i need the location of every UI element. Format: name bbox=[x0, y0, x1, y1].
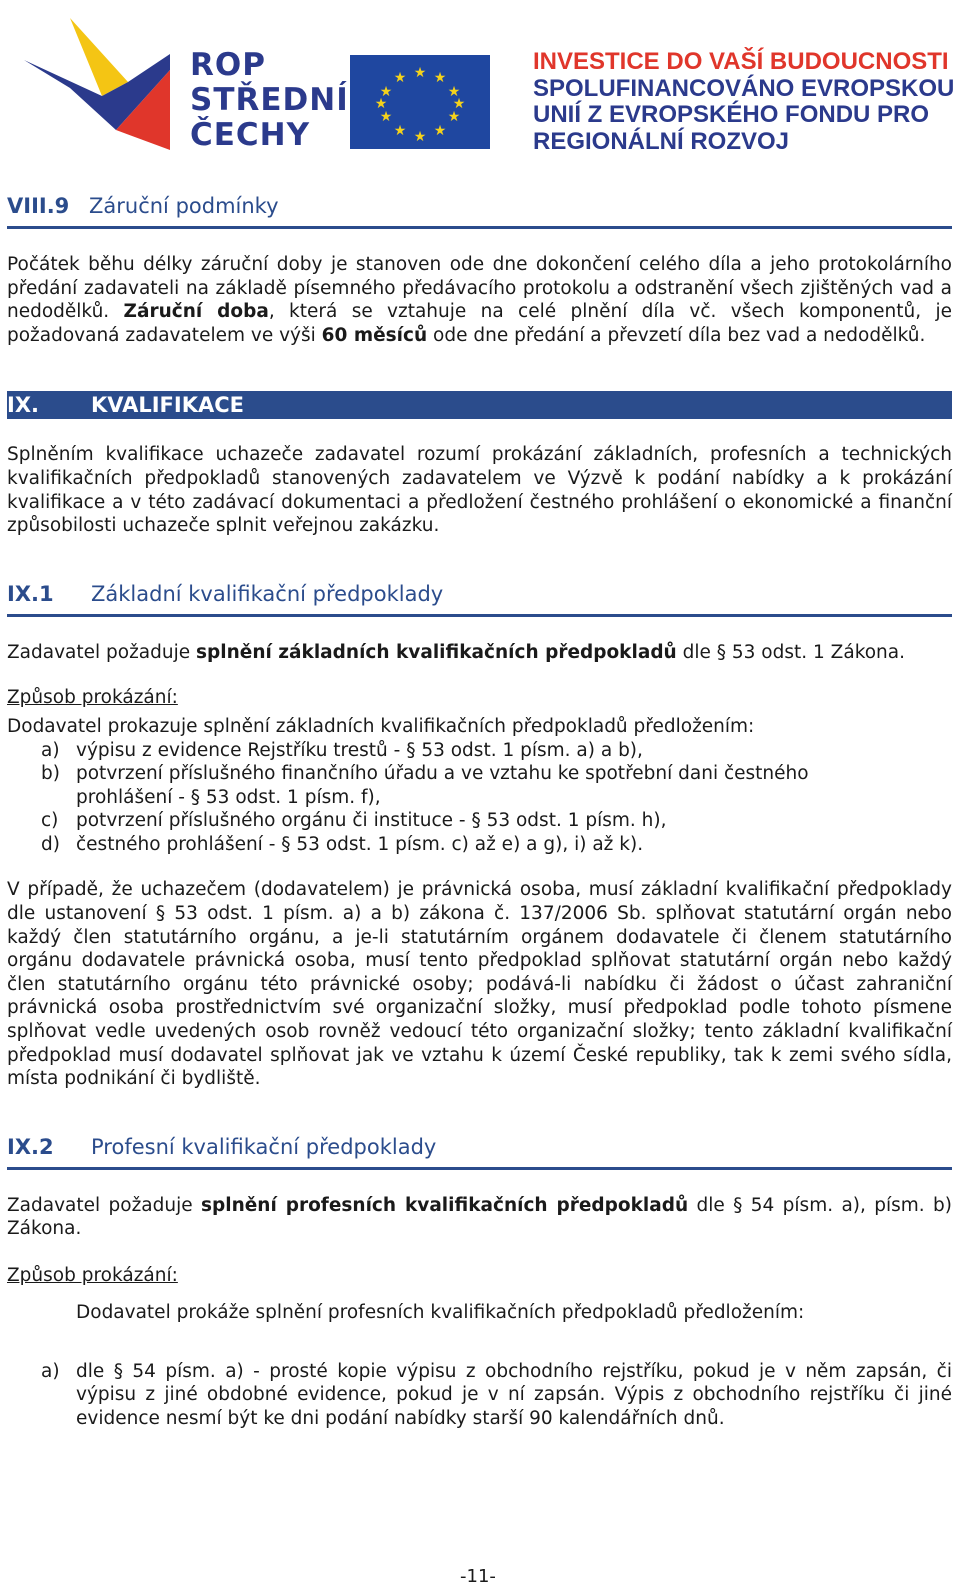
heading-title: Základní kvalifikační předpoklady bbox=[91, 581, 444, 606]
method-label: Způsob prokázání: bbox=[7, 1264, 178, 1286]
heading-title: Profesní kvalifikační předpoklady bbox=[91, 1134, 437, 1159]
heading-number: VIII.9 bbox=[7, 194, 70, 218]
list-item: b) potvrzení příslušného finančního úřadu a ve vztahu ke spotřební dani čestného prohlášení - § 53 odst. 1 písm. f), bbox=[41, 763, 809, 808]
heading-ix-2 bbox=[7, 1129, 952, 1170]
method-intro: Dodavatel prokáže splnění profesních kvalifikačních předpokladů předložením: bbox=[76, 1301, 805, 1323]
svg-text:★: ★ bbox=[393, 123, 407, 139]
method-label: Způsob prokázání: bbox=[7, 687, 178, 709]
method-intro: Dodavatel prokazuje splnění základních kvalifikačních předpokladů předložením: bbox=[7, 716, 755, 738]
list-item: a) výpisu z evidence Rejstříku trestů - § 53 odst. 1 písm. a) a b), bbox=[41, 739, 643, 761]
svg-text:★: ★ bbox=[374, 96, 388, 112]
warranty-paragraph: Počátek běhu délky záruční doby je stanoven ode dne dokončení celého díla a jeho protokolárního předání zadavateli na základě písemného předávacího protokolu a odstranění všech zjištěných vad a nedodělků. Záruční doba, která se vztahuje na celé plnění díla vč. všech komponentů, je požadovaná zadavatelem ve výši 60 měsíců ode dne předání a převzetí díla bez vad a nedodělků. bbox=[7, 254, 952, 346]
svg-text:★: ★ bbox=[379, 109, 393, 125]
eu-flag bbox=[350, 55, 490, 149]
eu-funding-text: INVESTICE DO VAŠÍ BUDOUCNOSTI SPOLUFINANCOVÁNO EVROPSKOU UNIÍ Z EVROPSKÉHO FONDU PRO REGIONÁLNÍ ROZVOJ bbox=[533, 48, 955, 155]
list-item: d) čestného prohlášení - § 53 odst. 1 písm. c) až e) a g), i) až k). bbox=[41, 833, 644, 855]
professional-requirements-list bbox=[7, 1360, 952, 1431]
list-item: c) potvrzení příslušného orgánu či instituce - § 53 odst. 1 písm. h), bbox=[41, 810, 667, 832]
section-number: IX. bbox=[7, 393, 39, 418]
basic-requirement-paragraph: Zadavatel požaduje splnění základních kvalifikačních předpokladů dle § 53 odst. 1 Zákona. bbox=[7, 641, 906, 663]
svg-text:★: ★ bbox=[413, 65, 427, 81]
heading-number: IX.1 bbox=[7, 581, 54, 606]
svg-text:★: ★ bbox=[447, 84, 461, 100]
section-ix-bar bbox=[7, 391, 952, 419]
rop-logo-mark bbox=[10, 10, 190, 160]
basic-requirements-list bbox=[7, 739, 952, 857]
heading-viii-9 bbox=[7, 188, 952, 229]
svg-text:★: ★ bbox=[433, 70, 447, 86]
page-number: -11- bbox=[460, 1566, 496, 1587]
professional-requirement-paragraph: Zadavatel požaduje splnění profesních kvalifikačních předpokladů dle § 54 písm. a), písm. b) Zákona. bbox=[7, 1194, 952, 1240]
heading-number: IX.2 bbox=[7, 1134, 54, 1159]
svg-text:★: ★ bbox=[447, 109, 461, 125]
page-header bbox=[0, 0, 960, 180]
heading-title: Záruční podmínky bbox=[89, 194, 279, 218]
qualification-paragraph: Splněním kvalifikace uchazeče zadavatel rozumí prokázání základních, profesních a technických kvalifikačních předpokladů stanovených zadavatelem ve Výzvě k podání nabídky a k prokázání kvalifikace a v této zadávací dokumentaci a předložení čestného prohlášení o ekonomické a finanční způsobilosti uchazeče splnit veřejnou zakázku. bbox=[7, 444, 952, 537]
svg-text:★: ★ bbox=[452, 96, 466, 112]
svg-text:★: ★ bbox=[379, 84, 393, 100]
svg-text:★: ★ bbox=[433, 123, 447, 139]
section-title: KVALIFIKACE bbox=[91, 393, 244, 418]
list-item: a) dle § 54 písm. a) - prosté kopie výpisu z obchodního rejstříku, pokud je v něm zapsán, či výpisu z jiné obdobné evidence, pokud je v ní zapsán. Výpis z obchodního rejstříku či jiné evidence nesmí být ke dni podání nabídky starší 90 kalendářních dnů. bbox=[41, 1360, 952, 1429]
rop-logo-text: ROP STŘEDNÍ ČECHY bbox=[190, 47, 349, 153]
heading-ix-1 bbox=[7, 576, 952, 617]
legal-entity-paragraph: V případě, že uchazečem (dodavatelem) je právnická osoba, musí základní kvalifikační předpoklady dle ustanovení § 53 odst. 1 písm. a) a b) zákona č. 137/2006 Sb. splňovat statutární orgán nebo každý člen statutárního orgánu, a je-li statutárním orgánem dodavatele či členem statutárního orgánu dodavatele právnická osoba, musí tento předpoklad splňovat statutární orgán nebo každý člen statutárního orgánu této právnické osoby; podává-li nabídku či žádost o účast zahraniční právnická osoba prostřednictvím své organizační složky, musí předpoklad podle tohoto písmene splňovat vedle uvedených osob rovněž vedoucí této organizační složky; tento základní kvalifikační předpoklad musí dodavatel splňovat jak ve vztahu k území České republiky, tak k zemi svého sídla, místa podnikání či bydliště. bbox=[7, 879, 952, 1090]
document-body bbox=[7, 188, 952, 1430]
svg-text:★: ★ bbox=[393, 70, 407, 86]
svg-text:★: ★ bbox=[413, 129, 427, 145]
